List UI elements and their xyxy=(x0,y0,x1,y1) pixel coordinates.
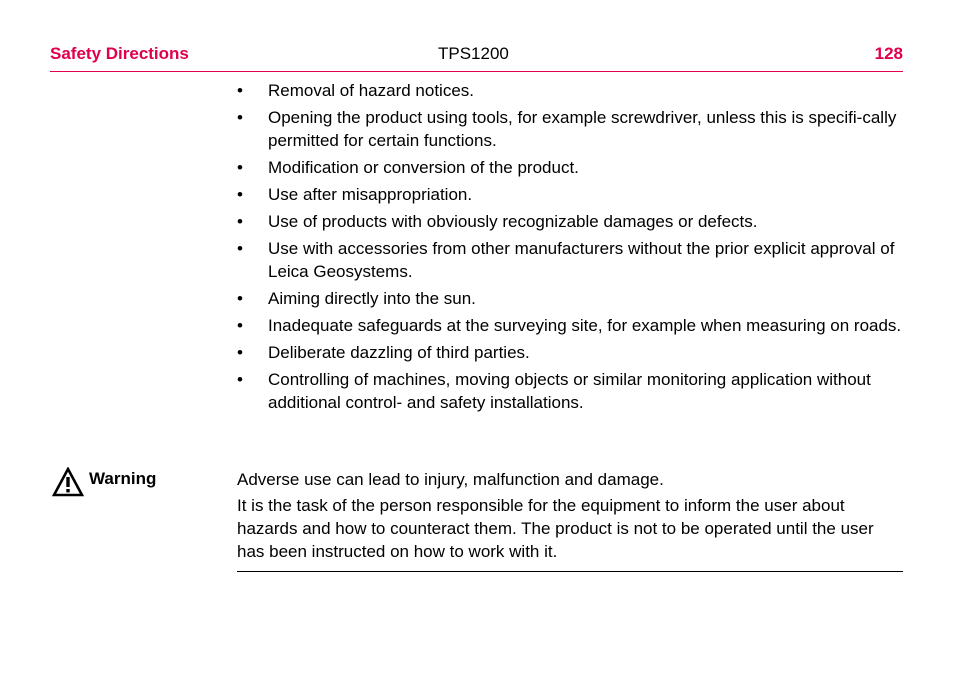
list-item-text: Use after misappropriation. xyxy=(268,185,473,204)
list-item-text: Use of products with obviously recognizable damages or defects. xyxy=(268,212,758,231)
bullet: • xyxy=(237,81,243,100)
list-item xyxy=(237,368,903,414)
section-end-divider xyxy=(237,571,903,572)
list-item-text: Controlling of machines, moving objects or similar monitoring application without additional control- and safety installations. xyxy=(268,370,871,412)
bullet: • xyxy=(237,158,243,177)
bullet: • xyxy=(237,289,243,308)
bullet: • xyxy=(237,108,243,127)
list-item-text: Inadequate safeguards at the surveying site, for example when measuring on roads. xyxy=(268,316,902,335)
list-item-text: Modification or conversion of the product. xyxy=(268,158,579,177)
bullet: • xyxy=(237,370,243,389)
list-item xyxy=(237,79,903,102)
list-item-text: Opening the product using tools, for example screwdriver, unless this is specifi-cally permitted for certain functions. xyxy=(268,108,897,150)
list-item-text: Aiming directly into the sun. xyxy=(268,289,476,308)
list-item xyxy=(237,183,903,206)
warning-paragraph: It is the task of the person responsible for the equipment to inform the user about hazards and how to counteract them. The product is not to be operated until the user has been instructed on how to work with it. xyxy=(237,496,874,561)
page-header xyxy=(50,44,903,66)
warning-title: Warning xyxy=(89,469,157,488)
bullet: • xyxy=(237,185,243,204)
section-title: Safety Directions xyxy=(50,44,189,63)
warning-body xyxy=(237,468,903,566)
bullet: • xyxy=(237,239,243,258)
list-item xyxy=(237,341,903,364)
list-item xyxy=(237,287,903,310)
bullet: • xyxy=(237,316,243,335)
list-item-text: Deliberate dazzling of third parties. xyxy=(268,343,530,362)
list-item xyxy=(237,314,903,337)
list-item xyxy=(237,237,903,283)
misuse-list xyxy=(237,79,903,418)
header-divider xyxy=(50,71,903,72)
list-item xyxy=(237,156,903,179)
page-number: 128 xyxy=(874,44,903,63)
bullet: • xyxy=(237,343,243,362)
warning-paragraph: Adverse use can lead to injury, malfunction and damage. xyxy=(237,470,664,489)
list-item-text: Use with accessories from other manufacturers without the prior explicit approval of Leica Geosystems. xyxy=(268,239,895,281)
list-item xyxy=(237,210,903,233)
warning-triangle-icon xyxy=(52,467,84,497)
list-item-text: Removal of hazard notices. xyxy=(268,81,474,100)
product-name: TPS1200 xyxy=(438,44,509,63)
list-item xyxy=(237,106,903,152)
bullet: • xyxy=(237,212,243,231)
